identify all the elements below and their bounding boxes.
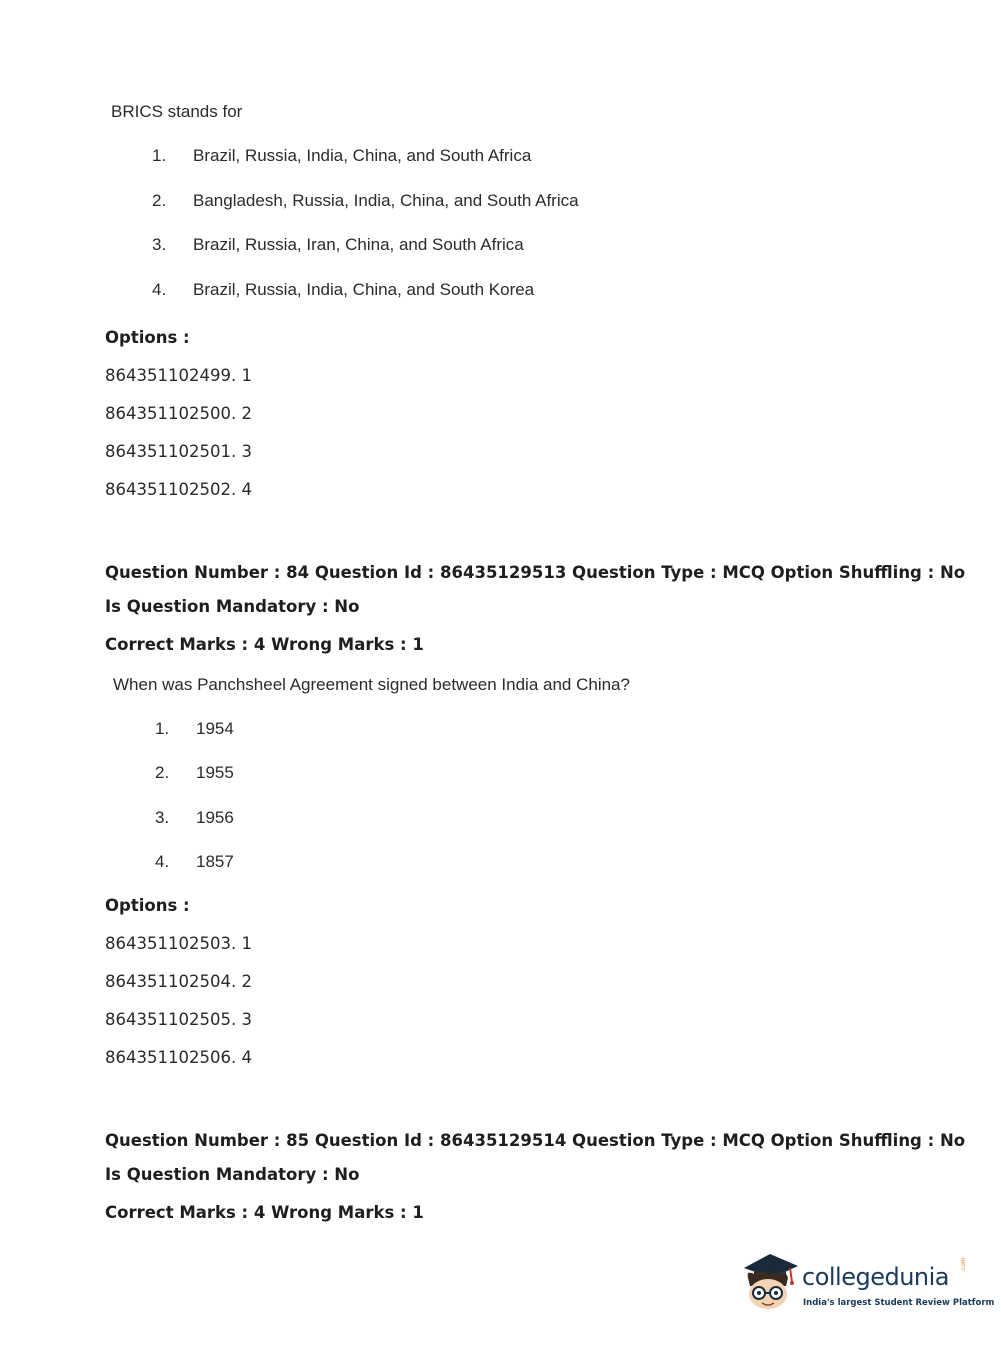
choice-text: Bangladesh, Russia, India, China, and South Africa: [193, 191, 579, 210]
question-header: Question Number : 84 Question Id : 86435129513 Question Type : MCQ Option Shuffling : No: [105, 563, 966, 582]
choice-text: 1955: [196, 763, 234, 782]
choice-number: 1.: [152, 146, 167, 165]
question-text: BRICS stands for: [111, 102, 243, 121]
question-mandatory: Is Question Mandatory : No: [105, 1165, 360, 1184]
choice-number: 3.: [152, 235, 167, 254]
choice-number: 2.: [155, 763, 170, 782]
option-id: 864351102505. 3: [105, 1010, 252, 1029]
options-label: Options :: [105, 896, 190, 915]
choice-text: 1954: [196, 719, 234, 738]
option-id: 864351102502. 4: [105, 480, 252, 499]
question-mandatory: Is Question Mandatory : No: [105, 597, 360, 616]
choice-number: 3.: [155, 808, 170, 827]
choice-text: 1956: [196, 808, 234, 827]
logo-wordmark: collegedunia: [802, 1263, 950, 1291]
option-id: 864351102504. 2: [105, 972, 252, 991]
option-id: 864351102506. 4: [105, 1048, 252, 1067]
question-text: When was Panchsheel Agreement signed between India and China?: [113, 675, 630, 694]
choice-number: 1.: [155, 719, 170, 738]
choice-text: 1857: [196, 852, 234, 871]
choice-text: Brazil, Russia, India, China, and South Africa: [193, 146, 532, 165]
question-header: Question Number : 85 Question Id : 86435129514 Question Type : MCQ Option Shuffling : No: [105, 1131, 966, 1150]
option-id: 864351102499. 1: [105, 366, 252, 385]
logo-com-suffix: .com: [960, 1257, 967, 1272]
choice-text: Brazil, Russia, Iran, China, and South Africa: [193, 235, 524, 254]
mascot-icon: [740, 1248, 802, 1314]
option-id: 864351102503. 1: [105, 934, 252, 953]
question-marks: Correct Marks : 4 Wrong Marks : 1: [105, 1203, 424, 1222]
logo-tagline: India's largest Student Review Platform: [803, 1298, 995, 1308]
options-label: Options :: [105, 328, 190, 347]
option-id: 864351102501. 3: [105, 442, 252, 461]
choice-number: 4.: [155, 852, 170, 871]
choice-number: 2.: [152, 191, 167, 210]
choice-text: Brazil, Russia, India, China, and South Korea: [193, 280, 535, 299]
option-id: 864351102500. 2: [105, 404, 252, 423]
choice-number: 4.: [152, 280, 167, 299]
collegedunia-logo: [740, 1248, 995, 1318]
question-marks: Correct Marks : 4 Wrong Marks : 1: [105, 635, 424, 654]
